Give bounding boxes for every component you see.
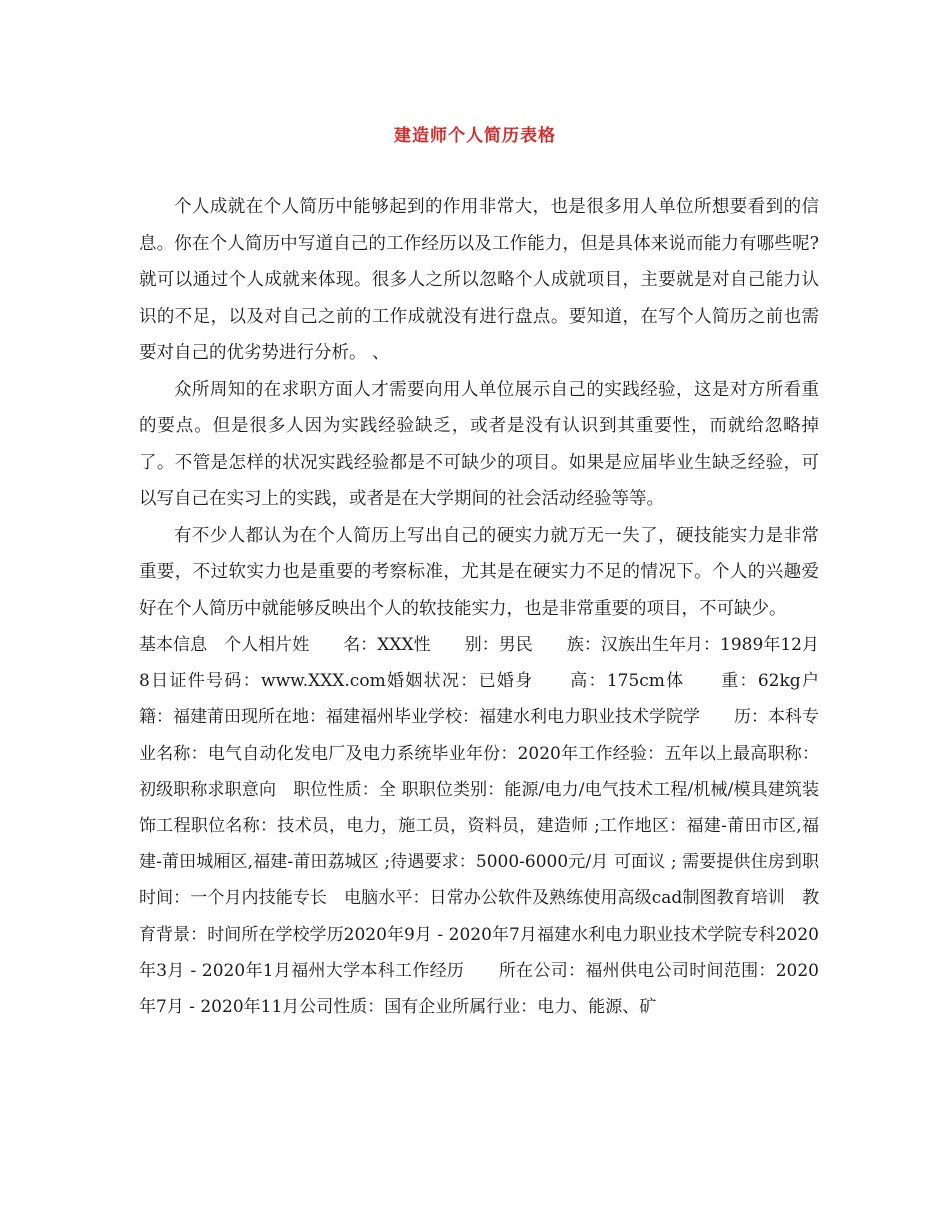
document-title: 建造师个人简历表格 [394, 126, 556, 146]
resume-info-block: 基本信息 个人相片姓 名：XXX性 别：男民 族：汉族出生年月：1989年12月8日证件号码：www.XXX.com婚姻状况：已婚身 高：175cm体 重：62kg户 籍：福建莆田现所在地：福建福州毕业学校：福建水利电力职业技术学院学 历：本科专业名称：电气自动化发电厂及电力系统毕业年份：2020年工作经验：五年以上最高职称：初级职称求职意向 职位性质：全 职职位类别：能源/电力/电气技术工程/机械/模具建筑装饰工程职位名称：技术员，电力，施工员，资料员，建造师 ;工作地区：福建-莆田市区,福建-莆田城厢区,福建-莆田荔城区 ;待遇要求：5000-6000元/月 可面议 ; 需要提供住房到职时间：一个月内技能专长 电脑水平：日常办公软件及熟练使用高级cad制图教育培训 教育背景：时间所在学校学历2020年9月 - 2020年7月福建水利电力职业技术学院专科2020年3月 - 2020年1月福州大学本科工作经历 所在公司：福州供电公司时间范围：2020年7月 - 2020年11月公司性质：国有企业所属行业：电力、能源、矿 [139, 635, 853, 1018]
paragraph-achievements: 个人成就在个人简历中能够起到的作用非常大，也是很多用人单位所想要看到的信息。你在个人简历中写道自己的工作经历以及工作能力，但是具体来说而能力有哪些呢?就可以通过个人成就来体现。很多人之所以忽略个人成就项目，主要就是对自己能力认识的不足，以及对自己之前的工作成就没有进行盘点。要知道，在写个人简历之前也需要对自己的优劣势进行分析。 、 [139, 197, 819, 363]
paragraph-experience: 众所周知的在求职方面人才需要向用人单位展示自己的实践经验，这是对方所看重的要点。但是很多人因为实践经验缺乏，或者是没有认识到其重要性，而就给忽略掉了。不管是怎样的状况实践经验都是不可缺少的项目。如果是应届毕业生缺乏经验，可以写自己在实习上的实践，或者是在大学期间的社会活动经验等等。 [139, 379, 819, 509]
document-body [139, 189, 853, 1025]
paragraph-soft-skills: 有不少人都认为在个人简历上写出自己的硬实力就万无一失了，硬技能实力是非常重要，不过软实力也是重要的考察标准，尤其是在硬实力不足的情况下。个人的兴趣爱好在个人简历中就能够反映出个人的软技能实力，也是非常重要的项目，不可缺少。 [139, 525, 819, 619]
